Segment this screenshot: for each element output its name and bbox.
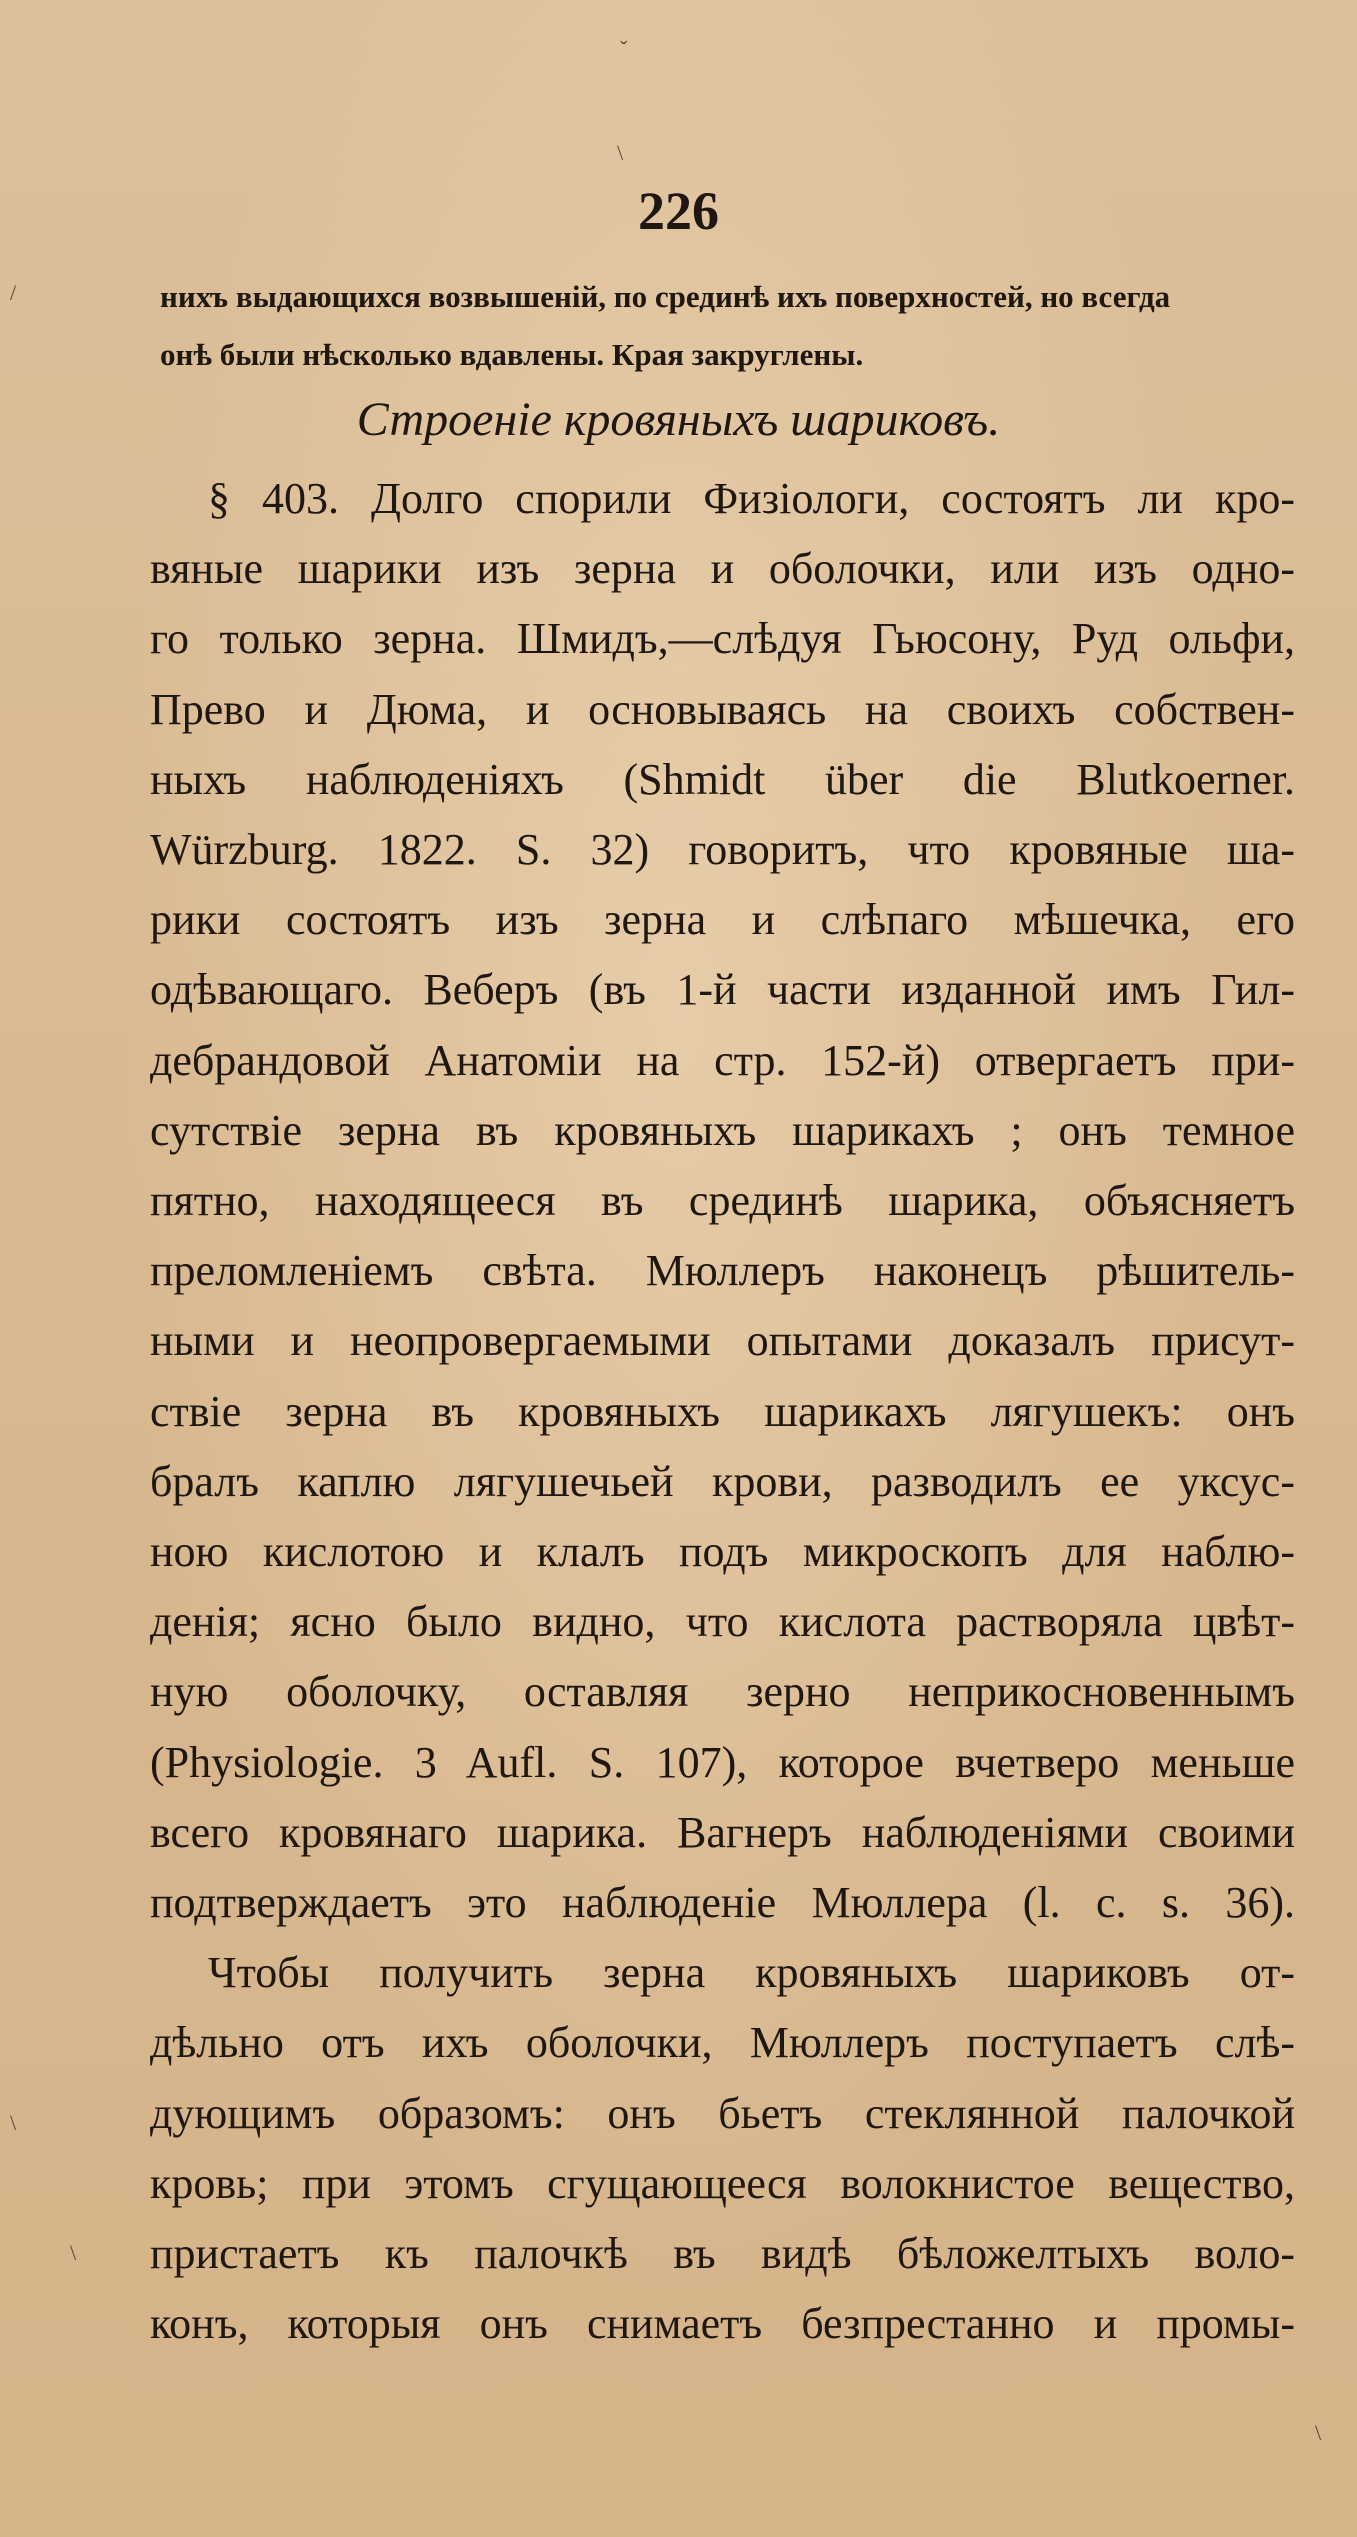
text-line: дѣльно отъ ихъ оболочки, Мюллеръ поступаетъ слѣ- xyxy=(150,2018,1295,2068)
text-line: вяные шарики изъ зерна и оболочки, или изъ одно- xyxy=(150,544,1295,594)
text-line: дующимъ образомъ: онъ бьетъ стеклянной палочкой xyxy=(150,2088,1295,2138)
text-line: го только зерна. Шмидъ,—слѣдуя Гьюсону, Руд ольфи, xyxy=(150,614,1295,664)
main-text xyxy=(150,464,1295,2359)
paragraph-403 xyxy=(150,464,1295,1938)
paper-speck: \ xyxy=(617,140,624,165)
text-line: Würzburg. 1822. S. 32) говоритъ, что кровяные ша- xyxy=(150,825,1295,875)
text-line: ною кислотою и клалъ подъ микроскопъ для наблю- xyxy=(150,1527,1295,1577)
text-line: денія; ясно было видно, что кислота растворяла цвѣт- xyxy=(150,1597,1295,1647)
text-line: онѣ были нѣсколько вдавлены. Края закруглены. xyxy=(160,337,864,372)
text-line: ную оболочку, оставляя зерно неприкосновеннымъ xyxy=(150,1667,1295,1717)
text-line: ными и неопровергаемыми опытами доказалъ присут- xyxy=(150,1316,1295,1366)
paper-speck: ˇ xyxy=(620,36,628,61)
text-line: пятно, находящееся въ срединѣ шарика, объясняетъ xyxy=(150,1176,1295,1226)
paragraph-2 xyxy=(150,1938,1295,2359)
paper-speck: \ xyxy=(1315,2420,1322,2445)
page-number: 226 xyxy=(638,181,719,241)
text-line: Прево и Дюма, и основываясь на своихъ собствен- xyxy=(150,684,1295,734)
text-line: § 403. Долго спорили Физіологи, состоятъ ли кро- xyxy=(208,474,1295,523)
text-line: нихъ выдающихся возвышеній, по срединѣ ихъ поверхностей, но всегда xyxy=(160,279,1171,314)
text-line: пристаетъ къ палочкѣ въ видѣ бѣложелтыхъ воло- xyxy=(150,2229,1295,2279)
paper-speck: / xyxy=(10,280,17,305)
text-line: кровь; при этомъ сгущающееся волокнистое вещество, xyxy=(150,2158,1295,2208)
text-line: одѣвающаго. Веберъ (въ 1-й части изданной имъ Гил- xyxy=(150,965,1295,1015)
section-heading: Строеніе кровяныхъ шариковъ. xyxy=(356,393,1001,446)
continued-text xyxy=(160,268,1300,384)
text-line: дебрандовой Анатоміи на стр. 152-й) отвергаетъ при- xyxy=(150,1035,1295,1085)
text-line: рики состоятъ изъ зерна и слѣпаго мѣшечка, его xyxy=(150,895,1295,945)
text-line: всего кровянаго шарика. Вагнеръ наблюденіями своими xyxy=(150,1807,1295,1857)
text-line: подтверждаетъ это наблюденіе Мюллера (l. c. s. 36). xyxy=(150,1878,1295,1928)
text-line: (Physiologie. 3 Aufl. S. 107), которое вчетверо меньше xyxy=(150,1737,1295,1787)
text-line: конъ, которыя онъ снимаетъ безпрестанно и промы- xyxy=(150,2299,1295,2349)
text-line: Чтобы получить зерна кровяныхъ шариковъ от- xyxy=(208,1948,1295,1998)
paper-speck: \ xyxy=(10,2110,17,2135)
text-line: преломленіемъ свѣта. Мюллеръ наконецъ рѣшитель- xyxy=(150,1246,1295,1296)
paper-speck: \ xyxy=(70,2240,77,2265)
text-line: ныхъ наблюденіяхъ (Shmidt über die Blutkoerner. xyxy=(150,754,1295,804)
text-line: сутствіе зерна въ кровяныхъ шарикахъ ; онъ темное xyxy=(150,1105,1295,1155)
text-line: бралъ каплю лягушечьей крови, разводилъ ее уксус- xyxy=(150,1456,1295,1506)
text-line: ствіе зерна въ кровяныхъ шарикахъ лягушекъ: онъ xyxy=(150,1386,1295,1436)
